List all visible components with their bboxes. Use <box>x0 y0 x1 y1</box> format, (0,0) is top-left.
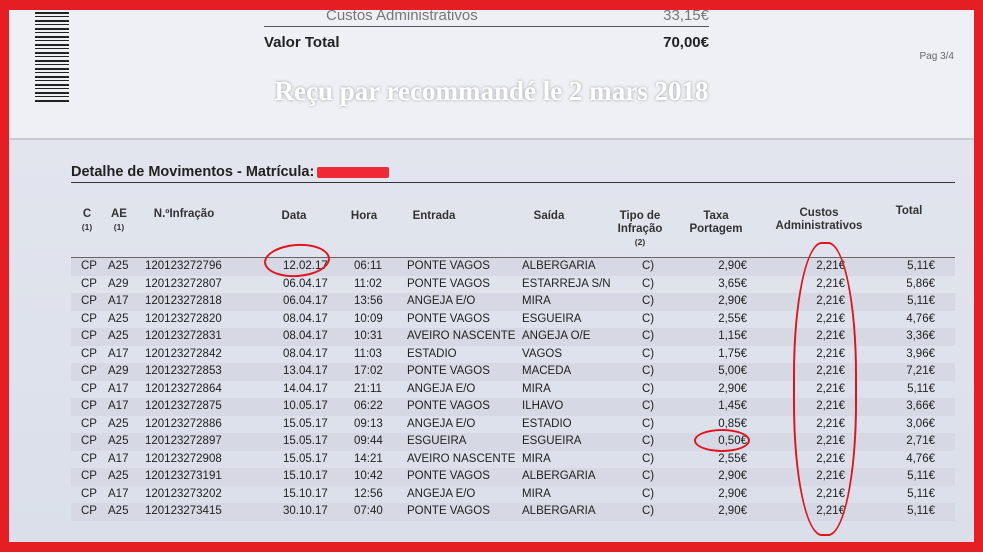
cell-c: CP <box>81 382 97 395</box>
cell-infracao: 120123272875 <box>145 400 222 412</box>
cell-taxa: 0,50€ <box>718 435 747 447</box>
col-header-c-label: C <box>82 208 92 220</box>
cell-tipo: C) <box>642 435 655 447</box>
cell-custos: 2,21€ <box>816 505 845 517</box>
cell-c: CP <box>81 295 97 307</box>
cell-ae: A25 <box>108 312 129 325</box>
cell-tipo: C) <box>642 365 655 377</box>
cell-entrada: ESTADIO <box>407 347 457 360</box>
cell-taxa: 3,65€ <box>718 277 747 290</box>
cell-c: CP <box>81 365 97 377</box>
cell-c: CP <box>81 470 97 482</box>
cell-custos: 2,21€ <box>816 312 845 325</box>
cell-total: 5,11€ <box>907 505 935 517</box>
cell-entrada: PONTE VAGOS <box>407 365 490 377</box>
col-header-ae-label: AE <box>111 208 127 220</box>
cell-total: 7,21€ <box>906 365 935 377</box>
cell-tipo: C) <box>642 452 655 465</box>
cell-custos: 2,21€ <box>816 365 845 377</box>
cell-custos: 2,21€ <box>816 382 845 395</box>
cell-ae: A29 <box>108 277 129 290</box>
cell-infracao: 120123273202 <box>145 487 222 500</box>
cell-custos: 2,21€ <box>816 330 845 342</box>
cell-hora: 17:02 <box>354 365 383 377</box>
cell-saida: MIRA <box>522 452 551 465</box>
fee-circle-annotation <box>694 429 750 452</box>
cell-total: 2,71€ <box>906 435 935 447</box>
cell-data: 06.04.17 <box>283 295 328 307</box>
cell-saida: ALBERGARIA <box>522 505 596 517</box>
cell-saida: ESGUEIRA <box>522 435 582 447</box>
cell-taxa: 2,90€ <box>718 260 747 272</box>
cell-saida: ESTARREJA S/N <box>522 277 611 290</box>
document-photo <box>9 10 974 542</box>
cell-saida: ILHAVO <box>522 400 564 412</box>
cell-ae: A25 <box>108 505 129 517</box>
cell-entrada: ANGEJA E/O <box>407 487 476 500</box>
cell-infracao: 120123273415 <box>145 505 222 517</box>
col-header-c <box>71 208 103 234</box>
cell-data: 08.04.17 <box>283 312 328 325</box>
cell-ae: A17 <box>108 487 129 500</box>
cell-total: 5,86€ <box>906 277 935 290</box>
cell-entrada: ANGEJA E/O <box>407 417 476 430</box>
cell-custos: 2,21€ <box>816 435 845 447</box>
cell-hora: 11:02 <box>354 277 382 290</box>
cell-tipo: C) <box>642 330 655 342</box>
cell-infracao: 120123272796 <box>145 260 222 272</box>
cell-ae: A17 <box>108 382 129 395</box>
cell-infracao: 120123272853 <box>145 365 222 377</box>
cell-custos: 2,21€ <box>816 347 845 360</box>
details-rule <box>71 182 955 183</box>
cell-custos: 2,21€ <box>816 452 845 465</box>
cell-data: 13.04.17 <box>283 365 328 377</box>
cell-entrada: PONTE VAGOS <box>407 400 490 412</box>
cell-data: 10.05.17 <box>283 400 328 412</box>
cell-tipo: C) <box>642 347 655 360</box>
cell-data: 15.05.17 <box>283 452 328 465</box>
cell-hora: 09:44 <box>354 435 383 447</box>
cell-c: CP <box>81 260 97 272</box>
cell-hora: 12:56 <box>354 487 383 500</box>
page-number: Pag 3/4 <box>919 51 954 62</box>
cell-ae: A17 <box>108 400 129 412</box>
cell-hora: 11:03 <box>354 347 382 360</box>
cell-saida: ANGEJA O/E <box>522 330 591 342</box>
cell-c: CP <box>81 330 97 342</box>
cell-hora: 06:22 <box>354 400 383 412</box>
total-value-amount: 70,00€ <box>663 34 709 51</box>
cell-data: 06.04.17 <box>283 277 328 290</box>
cell-hora: 10:09 <box>354 312 383 325</box>
admin-costs-value: 33,15€ <box>663 10 709 24</box>
cell-hora: 09:13 <box>354 417 383 430</box>
cell-total: 3,96€ <box>906 347 935 360</box>
cell-infracao: 120123272897 <box>145 435 222 447</box>
cell-tipo: C) <box>642 382 655 395</box>
cell-saida: ESTADIO <box>522 417 572 430</box>
cell-entrada: AVEIRO NASCENTE <box>407 452 516 465</box>
cell-ae: A17 <box>108 452 129 465</box>
cell-total: 3,66€ <box>906 400 935 412</box>
cell-infracao: 120123272820 <box>145 312 222 325</box>
cell-total: 5,11€ <box>907 470 935 482</box>
cell-entrada: PONTE VAGOS <box>407 277 490 290</box>
col-header-tipo-note: (2) <box>634 237 646 247</box>
cell-infracao: 120123272842 <box>145 347 222 360</box>
cell-tipo: C) <box>642 400 655 412</box>
cell-c: CP <box>81 417 97 430</box>
cell-c: CP <box>81 435 97 447</box>
cell-hora: 06:11 <box>354 260 382 272</box>
cell-taxa: 1,75€ <box>718 347 747 360</box>
cell-c: CP <box>81 347 97 360</box>
cell-ae: A17 <box>108 347 129 360</box>
cell-custos: 2,21€ <box>816 400 845 412</box>
cell-hora: 13:56 <box>354 295 383 307</box>
col-header-taxa-line1: Taxa <box>703 210 729 222</box>
cell-tipo: C) <box>642 277 655 290</box>
cell-infracao: 120123273191 <box>145 470 222 482</box>
col-header-taxa <box>681 210 751 236</box>
cell-data: 15.10.17 <box>283 487 328 500</box>
col-header-ae <box>103 208 135 234</box>
col-header-custos-line1: Custos <box>799 207 839 219</box>
cell-ae: A29 <box>108 365 129 377</box>
col-header-taxa-line2: Portagem <box>689 223 743 235</box>
cell-taxa: 2,90€ <box>718 295 747 307</box>
cell-taxa: 0,85€ <box>718 417 747 430</box>
cell-entrada: AVEIRO NASCENTE <box>407 330 516 342</box>
col-header-c-note: (1) <box>81 222 93 232</box>
cell-custos: 2,21€ <box>816 417 845 430</box>
cell-data: 12.02.17 <box>283 260 328 272</box>
cell-hora: 14:21 <box>354 452 383 465</box>
total-value-label: Valor Total <box>264 34 340 51</box>
admin-costs-label: Custos Administrativos <box>326 10 478 24</box>
col-header-data: Data <box>281 210 307 222</box>
cell-custos: 2,21€ <box>816 487 845 500</box>
cell-taxa: 2,90€ <box>718 382 747 395</box>
cell-data: 30.10.17 <box>283 505 328 517</box>
cell-saida: MIRA <box>522 382 551 395</box>
cell-entrada: PONTE VAGOS <box>407 470 490 482</box>
cell-custos: 2,21€ <box>816 277 845 290</box>
cell-total: 5,11€ <box>907 260 935 272</box>
cell-entrada: ANGEJA E/O <box>407 382 476 395</box>
cell-c: CP <box>81 505 97 517</box>
cell-entrada: PONTE VAGOS <box>407 505 490 517</box>
cell-data: 08.04.17 <box>283 330 328 342</box>
col-header-saida: Saída <box>533 210 565 222</box>
cell-custos: 2,21€ <box>816 260 845 272</box>
cell-tipo: C) <box>642 417 655 430</box>
col-header-tipo <box>609 210 671 249</box>
cell-infracao: 120123272807 <box>145 277 222 290</box>
cell-total: 5,11€ <box>907 487 935 500</box>
cell-ae: A25 <box>108 417 129 430</box>
cell-infracao: 120123272864 <box>145 382 222 395</box>
cell-taxa: 1,45€ <box>718 400 747 412</box>
cell-total: 3,36€ <box>906 330 935 342</box>
col-header-ae-note: (1) <box>113 222 125 232</box>
cell-data: 14.04.17 <box>283 382 328 395</box>
cell-total: 5,11€ <box>907 382 935 395</box>
cell-infracao: 120123272908 <box>145 452 222 465</box>
cell-total: 3,06€ <box>906 417 935 430</box>
col-header-custos-line2: Administrativos <box>775 220 863 232</box>
cell-entrada: PONTE VAGOS <box>407 260 490 272</box>
cell-saida: ALBERGARIA <box>522 260 596 272</box>
cell-total: 4,76€ <box>906 312 935 325</box>
cell-taxa: 2,55€ <box>718 452 747 465</box>
cell-taxa: 5,00€ <box>718 365 747 377</box>
cell-custos: 2,21€ <box>816 295 845 307</box>
cell-ae: A25 <box>108 470 129 482</box>
cell-hora: 07:40 <box>354 505 383 517</box>
cell-c: CP <box>81 277 97 290</box>
cell-infracao: 120123272886 <box>145 417 222 430</box>
cell-tipo: C) <box>642 295 655 307</box>
cell-data: 15.05.17 <box>283 417 328 430</box>
overlay-caption: Reçu par recommandé le 2 mars 2018 <box>274 76 709 106</box>
cell-tipo: C) <box>642 260 655 272</box>
cell-data: 15.05.17 <box>283 435 328 447</box>
cell-hora: 10:42 <box>354 470 383 482</box>
cell-ae: A25 <box>108 435 129 447</box>
cell-infracao: 120123272831 <box>145 330 222 342</box>
cell-taxa: 1,15€ <box>718 330 747 342</box>
admin-costs-oval-annotation <box>793 242 857 536</box>
cell-data: 15.10.17 <box>283 470 328 482</box>
cell-entrada: ESGUEIRA <box>407 435 467 447</box>
cell-data: 08.04.17 <box>283 347 328 360</box>
col-header-hora: Hora <box>350 210 378 222</box>
cell-taxa: 2,55€ <box>718 312 747 325</box>
cell-total: 5,11€ <box>907 295 935 307</box>
cell-hora: 21:11 <box>354 382 382 395</box>
cell-custos: 2,21€ <box>816 470 845 482</box>
cell-c: CP <box>81 487 97 500</box>
details-title <box>71 164 389 180</box>
details-title-text: Detalhe de Movimentos - Matrícula: <box>71 164 315 180</box>
col-header-infracao: N.ºInfração <box>153 208 215 220</box>
cell-total: 4,76€ <box>906 452 935 465</box>
cell-ae: A17 <box>108 295 129 307</box>
cell-saida: MACEDA <box>522 365 572 377</box>
cell-entrada: ANGEJA E/O <box>407 295 476 307</box>
cell-tipo: C) <box>642 505 655 517</box>
cell-infracao: 120123272818 <box>145 295 222 307</box>
cell-c: CP <box>81 452 97 465</box>
cell-ae: A25 <box>108 330 129 342</box>
cell-saida: VAGOS <box>522 347 563 360</box>
cell-tipo: C) <box>642 487 655 500</box>
col-header-tipo-line2: Infração <box>617 223 663 235</box>
cell-entrada: PONTE VAGOS <box>407 312 490 325</box>
col-header-tipo-line1: Tipo de <box>619 210 661 222</box>
col-header-total: Total <box>895 205 923 217</box>
cell-saida: MIRA <box>522 487 551 500</box>
cell-tipo: C) <box>642 470 655 482</box>
cell-taxa: 2,90€ <box>718 487 747 500</box>
col-header-entrada: Entrada <box>412 210 456 222</box>
cell-c: CP <box>81 312 97 325</box>
cell-tipo: C) <box>642 312 655 325</box>
cell-saida: ESGUEIRA <box>522 312 582 325</box>
cell-saida: MIRA <box>522 295 551 307</box>
cell-taxa: 2,90€ <box>718 505 747 517</box>
summary-divider <box>264 26 709 27</box>
redacted-plate <box>317 167 389 178</box>
cell-saida: ALBERGARIA <box>522 470 596 482</box>
cell-c: CP <box>81 400 97 412</box>
col-header-custos <box>764 207 874 233</box>
cell-taxa: 2,90€ <box>718 470 747 482</box>
cell-ae: A25 <box>108 260 129 272</box>
cell-hora: 10:31 <box>354 330 383 342</box>
